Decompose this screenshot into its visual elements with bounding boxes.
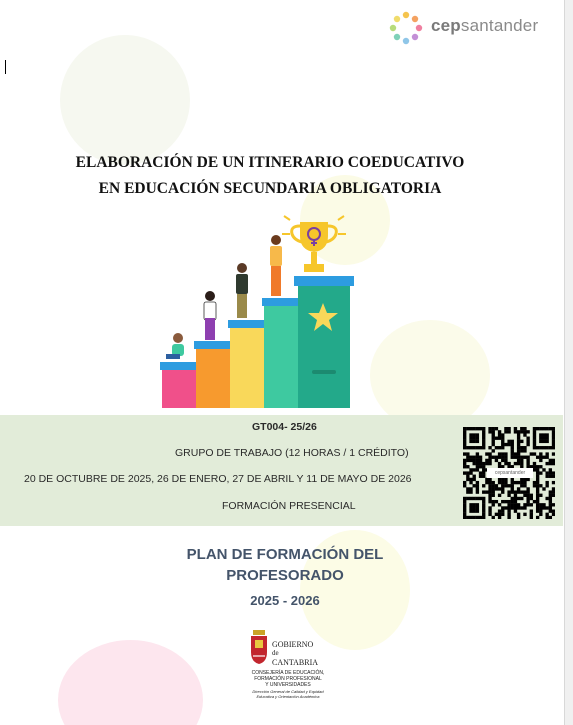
plan-line-2: PROFESORADO xyxy=(226,567,344,584)
course-type: GRUPO DE TRABAJO (12 HORAS / 1 CRÉDITO) xyxy=(175,447,409,459)
person-green xyxy=(236,263,248,318)
gob-name-3: CANTABRIA xyxy=(272,658,319,667)
gob-name-1: GOBIERNO xyxy=(272,640,314,649)
qr-label: cepsantander xyxy=(487,468,533,478)
gob-dept-1: CONSEJERÍA DE EDUCACIÓN, xyxy=(251,670,325,676)
person-purple xyxy=(204,291,216,340)
plan-line-1: PLAN DE FORMACIÓN DEL xyxy=(186,546,384,563)
bg-circle-pink xyxy=(58,640,203,725)
course-mode: FORMACIÓN PRESENCIAL xyxy=(222,500,356,512)
bg-circle-top xyxy=(60,35,190,165)
trophy-icon xyxy=(282,216,346,272)
person-sitting xyxy=(166,333,184,359)
podium-illustration xyxy=(150,210,370,408)
gob-name-2: de xyxy=(272,649,279,657)
person-orange xyxy=(270,235,282,296)
plan-year: 2025 - 2026 xyxy=(250,593,320,608)
gobierno-cantabria-logo xyxy=(244,628,334,700)
title-line-1: ELABORACIÓN DE UN ITINERARIO COEDUCATIVO xyxy=(75,154,465,171)
gob-dept-3: Y UNIVERSIDADES xyxy=(265,682,311,688)
course-code: GT004- 25/26 xyxy=(252,421,317,433)
document-title xyxy=(40,150,500,202)
text-cursor xyxy=(5,60,6,74)
podium-steps xyxy=(160,276,354,408)
gob-sub-2: Educativa y Orientación Académica xyxy=(256,694,320,699)
cep-logo-text: cepsantander xyxy=(431,16,539,35)
page-right-edge xyxy=(564,0,573,725)
gob-sub-1: Dirección General de Calidad y Equidad xyxy=(252,689,324,694)
coat-of-arms-icon xyxy=(249,630,269,666)
bg-circle-right xyxy=(370,320,490,430)
title-line-2: EN EDUCACIÓN SECUNDARIA OBLIGATORIA xyxy=(98,180,442,197)
course-dates: 20 DE OCTUBRE DE 2025, 26 DE ENERO, 27 DE ABRIL Y 11 DE MAYO DE 2026 xyxy=(24,473,412,485)
plan-heading xyxy=(150,544,420,586)
gob-dept-2: FORMACIÓN PROFESIONAL xyxy=(254,676,322,682)
